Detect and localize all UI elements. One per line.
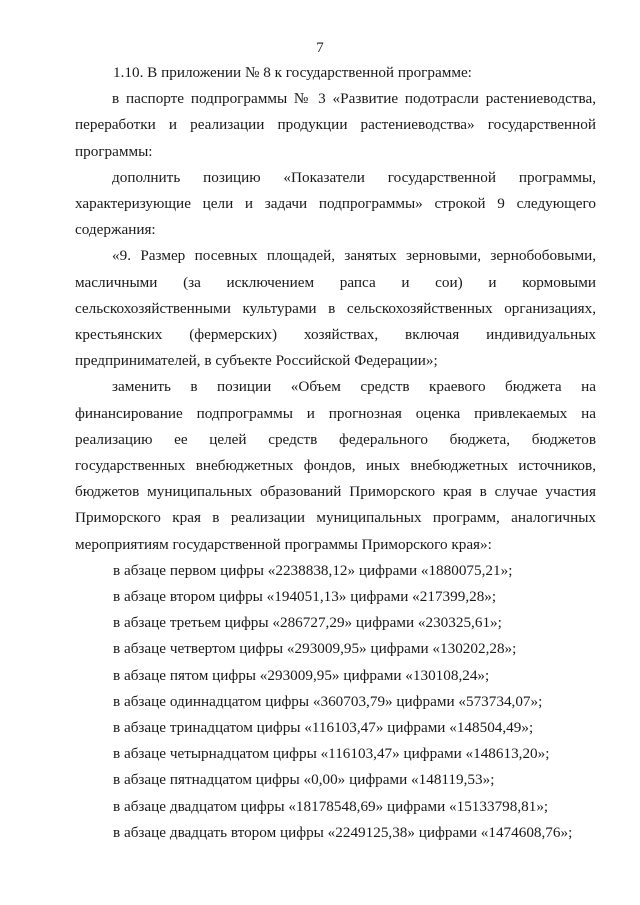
list-item: в абзаце четвертом цифры «293009,95» цифрами «130202,28»; xyxy=(113,640,517,658)
list-item: в абзаце втором цифры «194051,13» цифрами «217399,28»; xyxy=(113,588,497,606)
list-item: в абзаце двадцать втором цифры «2249125,38» цифрами «1474608,76»; xyxy=(113,823,573,841)
replacement-list xyxy=(75,558,596,846)
list-item: в абзаце пятнадцатом цифры «0,00» цифрами «148119,53»; xyxy=(113,771,495,789)
section-heading: 1.10. В приложении № 8 к государственной программе: xyxy=(113,64,472,81)
list-item: в абзаце двадцатом цифры «18178548,69» цифрами «15133798,81»; xyxy=(113,797,549,815)
list-item: в абзаце третьем цифры «286727,29» цифрами «230325,61»; xyxy=(113,614,502,632)
list-item: в абзаце четырнадцатом цифры «116103,47» цифрами «148613,20»; xyxy=(113,745,550,763)
document-body xyxy=(75,60,596,846)
list-item: в абзаце пятом цифры «293009,95» цифрами «130108,24»; xyxy=(113,666,490,684)
list-item: в абзаце первом цифры «2238838,12» цифрами «1880075,21»; xyxy=(113,561,513,579)
list-item: в абзаце одиннадцатом цифры «360703,79» цифрами «573734,07»; xyxy=(113,692,543,710)
paragraph-passport: в паспорте подпрограммы № 3 «Развитие подотрасли растениеводства, переработки и реализации продукции растениеводства» государственной программы: xyxy=(75,90,596,160)
paragraph-indicator-9: «9. Размер посевных площадей, занятых зерновыми, зернобобовыми, масличными (за исключением рапса и сои) и кормовыми сельскохозяйственными культурами в сельскохозяйственных организациях, крестьянских (фермерских) хозяйствах, включая индивидуальных предпринимателей, в субъекте Российской Федерации»; xyxy=(75,247,596,370)
list-item: в абзаце тринадцатом цифры «116103,47» цифрами «148504,49»; xyxy=(113,719,534,737)
paragraph-replace-position: заменить в позиции «Объем средств краевого бюджета на финансирование подпрограммы и прогнозная оценка привлекаемых на реализацию ее целей средств федерального бюджета, бюджетов государственных внебюджетных фондов, иных внебюджетных источников, бюджетов муниципальных образований Приморского края в случае участия Приморского края в реализации муниципальных программ, аналогичных мероприятиям государственной программы Приморского края»: xyxy=(75,378,596,553)
page-number: 7 xyxy=(316,40,324,56)
paragraph-add-position: дополнить позицию «Показатели государственной программы, характеризующие цели и задачи подпрограммы» строкой 9 следующего содержания: xyxy=(75,168,596,239)
